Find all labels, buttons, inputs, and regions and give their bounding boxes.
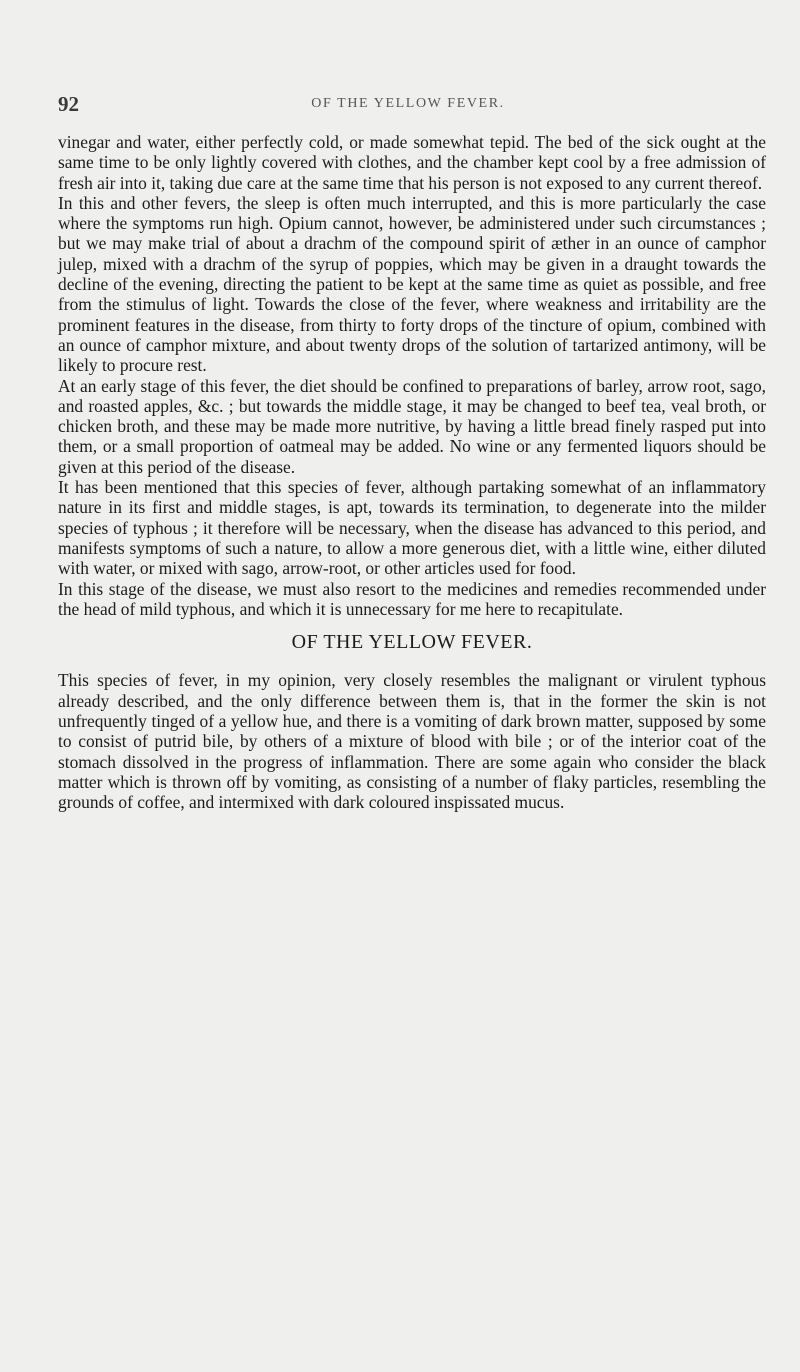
paragraph: In this and other fevers, the sleep is often much interrupted, and this is more particularly the case where the symptoms run high. Opium cannot, however, be administered under such circumstances ; but we may make trial of about a drachm of the compound spirit of æther in an ounce of camphor julep, mixed with a drachm of the syrup of poppies, which may be given in a draught towards the decline of the evening, directing the patient to be kept at the same time as quiet as possible, and free from the stimulus of light. Towards the close of the fever, where weakness and irritability are the prominent features in the disease, from thirty to forty drops of the tincture of opium, combined with an ounce of camphor mixture, and about twenty drops of the solution of tartarized antimony, will be likely to procure rest.	[58, 192, 766, 376]
page-number: 92	[58, 92, 79, 116]
page-header	[58, 92, 758, 122]
paragraph: It has been mentioned that this species of fever, although partaking somewhat of an inflammatory nature in its first and middle stages, is apt, towards its termination, to degenerate into the milder species of typhous ; it therefore will be necessary, when the disease has advanced to this period, and manifests symptoms of such a nature, to allow a more generous diet, with a little wine, either diluted with water, or mixed with sago, arrow-root, or other articles used for food.	[58, 477, 766, 579]
paragraph: In this stage of the disease, we must also resort to the medicines and remedies recommended under the head of mild typhous, and which it is unnecessary for me here to recapitulate.	[58, 578, 766, 619]
paragraph: At an early stage of this fever, the diet should be confined to preparations of barley, arrow root, sago, and roasted apples, &c. ; but towards the middle stage, it may be changed to beef tea, veal broth, or chicken broth, and these may be made more nutritive, by having a little bread finely rasped put into them, or a small proportion of oatmeal may be added. No wine or any fermented liquors should be given at this period of the disease.	[58, 375, 766, 477]
paragraph: This species of fever, in my opinion, very closely resembles the malignant or virulent typhous already described, and the only difference between them is, that in the former the skin is not unfrequently tinged of a yellow hue, and there is a vomiting of dark brown matter, supposed by some to consist of putrid bile, by others of a mixture of blood with bile ; or of the interior coat of the stomach dissolved in the progress of inflammation. There are some again who consider the black matter which is thrown off by vomiting, as consisting of a number of flaky particles, resembling the grounds of coffee, and intermixed with dark coloured inspissated mucus.	[58, 670, 766, 813]
section-heading: OF THE YELLOW FEVER.	[291, 631, 533, 654]
running-head: OF THE YELLOW FEVER.	[311, 96, 505, 111]
body-text	[58, 132, 766, 813]
paragraph: vinegar and water, either perfectly cold, or made somewhat tepid. The bed of the sick ought at the same time to be only lightly covered with clothes, and the chamber kept cool by a free admission of fresh air into it, taking due care at the same time that his person is not exposed to any current thereof.	[58, 132, 766, 193]
